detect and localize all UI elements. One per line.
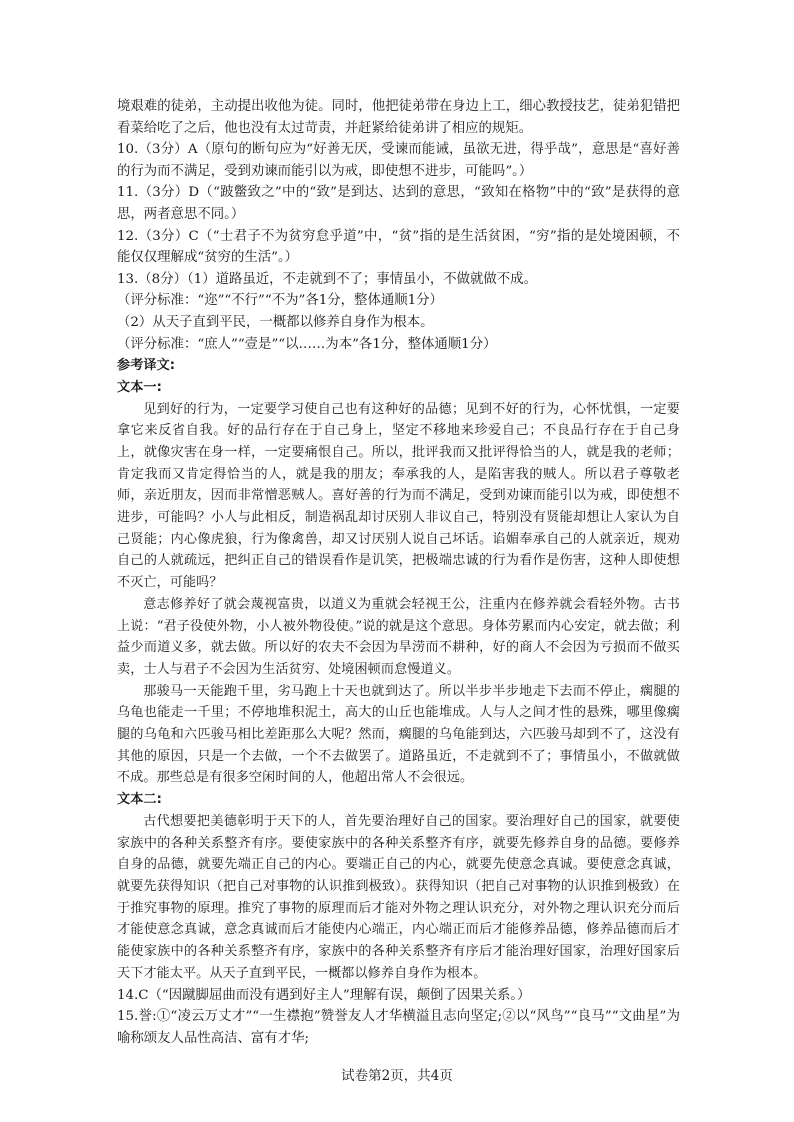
answer-section-continued	[117, 985, 680, 1050]
answer-q13-part1: 13.（8分）（1）道路虽近，不走就到不了；事情虽小，不做就做不成。	[117, 271, 537, 287]
answer-q11: 11.（3分）D（“跛鳖致之”中的“致”是到达、达到的意思，“致知在格物”中的“致”是获得的意思，两者意思不同。）	[117, 185, 680, 222]
text1-heading: 文本一:	[117, 379, 162, 395]
answer-q15: 15.誉:①“凌云万丈才”“一生襟抱”赞誉友人才华横溢且志向坚定;②以“风鸟”“良马”“文曲星”为喻称颂友人品性高洁、富有才华;	[117, 1009, 680, 1046]
answer-q13-part1-scoring: （评分标准：“迩”“不行”“不为”各1分，整体通顺1分）	[117, 293, 443, 309]
answer-sheet-page	[117, 96, 680, 1049]
answer-section	[117, 96, 680, 355]
text1-paragraph-2: 意志修养好了就会蔑视富贵，以道义为重就会轻视王公，注重内在修养就会看轻外物。古书上说：“君子役使外物，小人被外物役使。”说的就是这个意思。身体劳累而内心安定，就去做；利益少而道义多，就去做。所以好的农夫不会因为旱涝而不耕种，好的商人不会因为亏损而不做买卖，士人与君子不会因为生活贫穷、处境困顿而怠慢道义。	[117, 596, 680, 677]
answer-q13-part2: （2）从天子直到平民，一概都以修养自身作为根本。	[117, 314, 434, 330]
answer-q14: 14.C（“因蹴脚屈曲而没有遇到好主人”理解有误，颠倒了因果关系。）	[117, 987, 531, 1003]
translation-heading: 参考译文:	[117, 358, 176, 374]
page-footer: 试卷第2页，共4页	[341, 1068, 453, 1084]
answer-q13-part2-scoring: （评分标准：“庶人”“壹是”“以……为本”各1分，整体通顺1分）	[117, 336, 497, 352]
text1-paragraph-1: 见到好的行为，一定要学习使自己也有这种好的品德；见到不好的行为，心怀忧惧，一定要拿它来反省自我。好的品行存在于自己身上，坚定不移地来珍爱自己；不良品行存在于自己身上，就像灾害在身一样，一定要痛恨自己。所以，批评我而又批评得恰当的人，就是我的老师；肯定我而又肯定得恰当的人，就是我的朋友；奉承我的人，是陷害我的贼人。所以君子尊敬老师，亲近朋友，因而非常憎恶贼人。喜好善的行为而不满足，受到劝谏而能引以为戒，即使想不进步，可能吗？小人与此相反，制造祸乱却讨厌别人非议自己，特别没有贤能却想让人家认为自己贤能；内心像虎狼，行为像禽兽，却又讨厌别人说自己坏话。谄媚奉承自己的人就亲近，规劝自己的人就疏远，把纠正自己的错误看作是讥笑，把极端忠诚的行为看作是伤害，这种人即使想不灭亡，可能吗？	[117, 401, 680, 591]
reference-translation	[117, 355, 680, 984]
answer-q10: 10.（3分）A（原句的断句应为“好善无厌，受谏而能诫，虽欲无进，得乎哉”，意思是“喜好善的行为而不满足，受到劝谏而能引以为戒，即使想不进步，可能吗”。）	[117, 142, 680, 179]
text1-paragraph-3: 那骏马一天能跑千里，劣马跑上十天也就到达了。所以半步半步地走下去而不停止，瘸腿的乌龟也能走一千里；不停地堆积泥土，高大的山丘也能堆成。人与人之间才性的悬殊，哪里像瘸腿的乌龟和六匹骏马相比差距那么大呢？然而，瘸腿的乌龟能到达，六匹骏马却到不了，这没有其他的原因，只是一个去做，一个不去做罢了。道路虽近，不走就到不了；事情虽小，不做就做不成。那些总是有很多空闲时间的人，他超出常人不会很远。	[117, 683, 680, 786]
text2-paragraph-1: 古代想要把美德彰明于天下的人，首先要治理好自己的国家。要治理好自己的国家，就要使家族中的各种关系整齐有序。要使家族中的各种关系整齐有序，就要先修养自身的品德。要修养自身的品德，就要先端正自己的内心。要端正自己的内心，就要先使意念真诚。要使意念真诚，就要先获得知识（把自己对事物的认识推到极致）。获得知识（把自己对事物的认识推到极致）在于推究事物的原理。推究了事物的原理而后才能对外物之理认识充分，对外物之理认识充分而后才能使意念真诚，意念真诚而后才能使内心端正，内心端正而后才能修养品德，修养品德而后才能使家族中的各种关系整齐有序，家族中的各种关系整齐有序后才能治理好国家，治理好国家后天下才能太平。从天子直到平民，一概都以修养自身作为根本。	[117, 813, 680, 981]
answer-intro-paragraph: 境艰难的徒弟，主动提出收他为徒。同时，他把徒弟带在身边上工，细心教授技艺，徒弟犯错把看菜给吃了之后，他也没有太过苛责，并赶紧给徒弟讲了相应的规矩。	[117, 99, 680, 136]
answer-q12: 12.（3分）C（“士君子不为贫穷怠乎道”中，“贫”指的是生活贫困，“穷”指的是处境困顿，不能仅仅理解成“贫穷的生活”。）	[117, 228, 680, 266]
text2-heading: 文本二:	[117, 792, 162, 808]
